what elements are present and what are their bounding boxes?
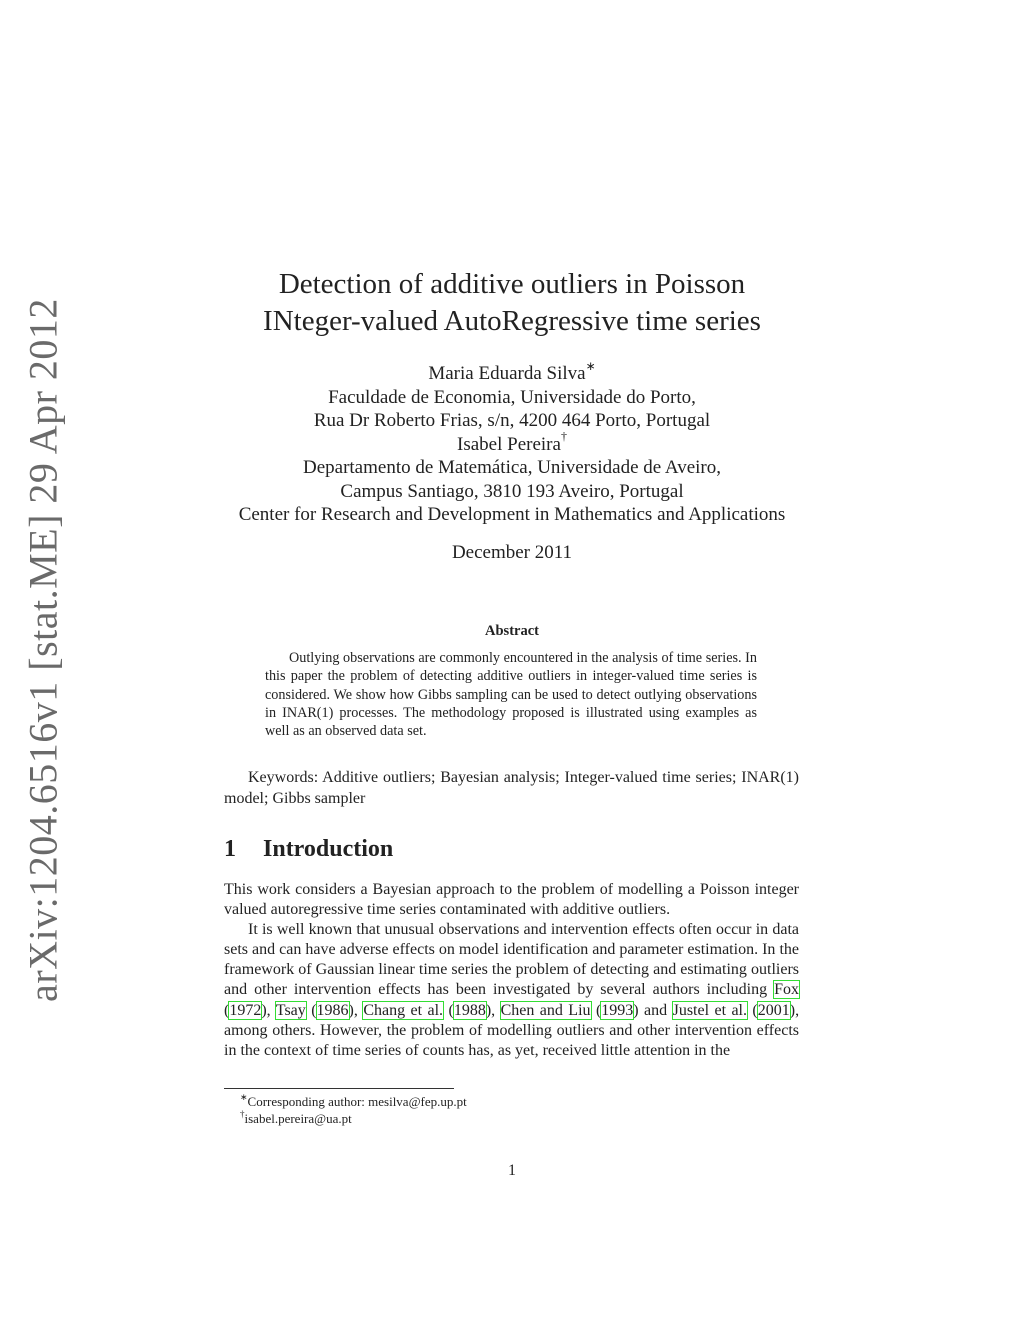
section-number: 1 [224, 836, 236, 862]
intro-paragraph-2-text: It is well known that unusual observations and intervention effects often occur in data sets and can have adverse effects on model identification and parameter estimation. In the framework of Gaussian linear time series the problem of detecting and estimating outliers and other intervention effects has been investigated by several authors including [224, 921, 799, 999]
footnote-2-mark: † [240, 1108, 245, 1119]
author-2-affiliation-3: Center for Research and Development in Mathematics and Applications [238, 504, 786, 525]
intro-paragraph-2-continuation: , among others. However, the problem of modelling outliers and other intervention effects in the context of time series of counts has, as yet, received little attention in the [224, 1001, 800, 1059]
abstract-heading: Abstract [485, 623, 539, 639]
author-2 [0, 429, 1024, 457]
abstract-body: Outlying observations are commonly encountered in the analysis of time series. In this paper the problem of detecting additive outliers in integer-valued time series is considered. We show how Gibbs sampling can be used to detect outlying observations in INAR(1) processes. The methodology proposed is illustrated using examples as well as an observed data set. [265, 650, 757, 740]
author-1-affiliation-2: Rua Dr Roberto Frias, s/n, 4200 464 Porto, Portugal [313, 410, 711, 431]
footnote-2 [224, 1110, 799, 1127]
author-1-footnote-mark: ∗ [585, 358, 596, 373]
author-2-footnote-mark: † [560, 429, 567, 444]
citation-link-chang[interactable]: Chang et al. [363, 1001, 444, 1019]
author-2-affiliation-1: Departamento de Matemática, Universidade de Aveiro, [302, 457, 721, 478]
author-1-name: Maria Eduarda Silva [428, 363, 586, 384]
citation-link-justel[interactable]: Justel et al. [672, 1001, 747, 1019]
footnote-divider [224, 1088, 454, 1089]
citation-link-justel-year[interactable]: 2001 [757, 1001, 790, 1019]
page-number: 1 [508, 1162, 516, 1179]
title-line-2: INteger-valued AutoRegressive time series [263, 305, 761, 337]
citation-link-chen-liu-year[interactable]: 1993 [601, 1001, 634, 1019]
introduction-text [224, 880, 799, 1061]
citation-link-chen-liu[interactable]: Chen and Liu [500, 1001, 591, 1019]
section-heading [224, 836, 393, 863]
author-block [0, 358, 1024, 527]
author-2-name: Isabel Pereira [457, 433, 561, 455]
footnote-1-text: Corresponding author: mesilva@fep.up.pt [247, 1094, 467, 1109]
citation-link-tsay-year[interactable]: 1986 [316, 1001, 349, 1019]
author-2-affiliation-2: Campus Santiago, 3810 193 Aveiro, Portugal [340, 480, 684, 502]
citation-link-tsay[interactable]: Tsay [275, 1001, 306, 1019]
section-title: Introduction [263, 836, 394, 862]
footnotes [224, 1093, 799, 1127]
intro-paragraph-1: This work considers a Bayesian approach to the problem of modelling a Poisson integer valued autoregressive time series contaminated with additive outliers. [224, 881, 799, 919]
author-1-affiliation-1: Faculdade de Economia, Universidade do Porto, [328, 386, 696, 408]
citation-link-fox[interactable]: Fox [774, 981, 799, 999]
citation-link-chang-year[interactable]: 1988 [453, 1001, 486, 1019]
title-line-1: Detection of additive outliers in Poisson [278, 268, 746, 300]
intro-paragraph-2: It is well known that unusual observations and intervention effects often occur in data sets and can have adverse effects on model identification and parameter estimation. In the framework of Gaussian linear time series the problem of detecting and estimating outliers and other intervention effects has been investigated by several authors including Fox (1972), Tsay (1986), Chang et al. (1988), Chen and Liu (1993) and Justel et al. (2001), among others. However, the problem of modelling outliers and other intervention effects in the context of time series of counts has, as yet, received little attention in the [224, 921, 800, 1059]
citation-link-fox-year[interactable]: 1972 [229, 1001, 262, 1019]
paper-title [0, 266, 1024, 340]
footnote-2-text: isabel.pereira@ua.pt [244, 1111, 352, 1126]
keywords: Keywords: Additive outliers; Bayesian analysis; Integer-valued time series; INAR(1) model; Gibbs sampler [224, 769, 799, 807]
footnote-1 [224, 1093, 799, 1110]
footnote-1-mark: ∗ [240, 1091, 248, 1102]
author-1 [0, 358, 1024, 386]
publication-date: December 2011 [451, 542, 573, 563]
arxiv-identifier-stamp: arXiv:1204.6516v1 [stat.ME] 29 Apr 2012 [20, 298, 66, 1002]
